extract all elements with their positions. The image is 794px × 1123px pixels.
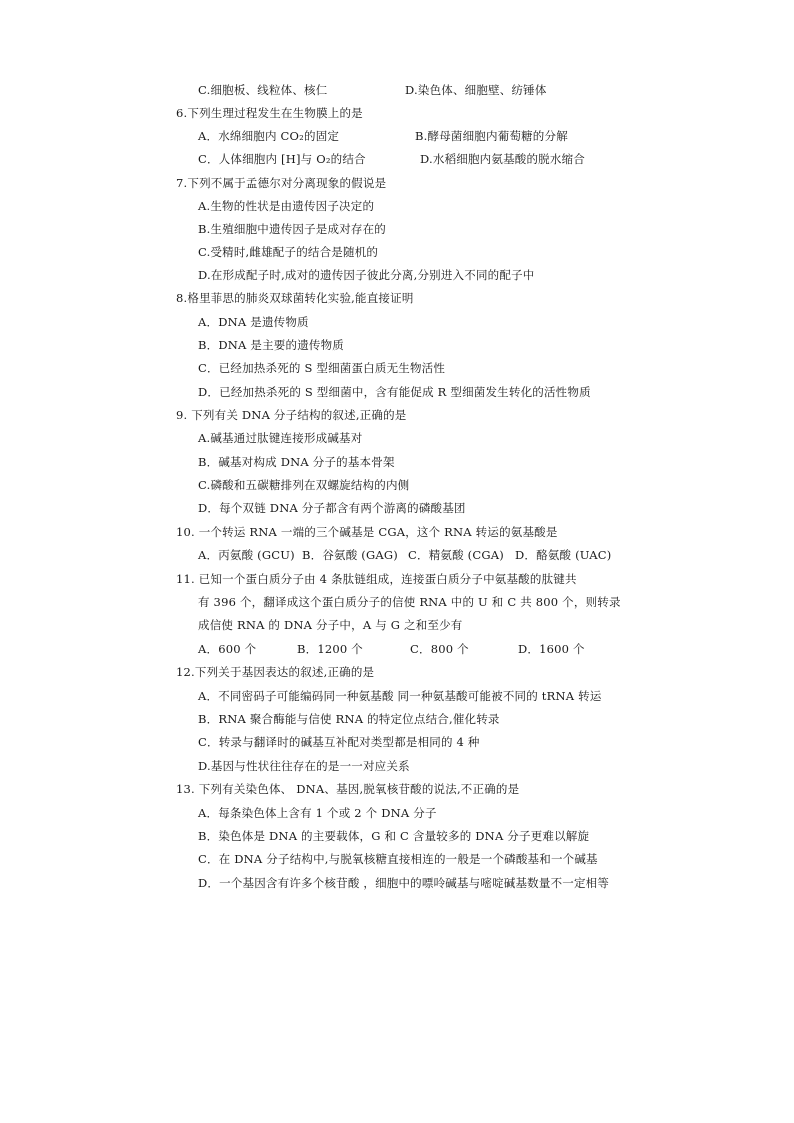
q11-option-b: B．1200 个: [297, 642, 363, 656]
q11-option-c: C．800 个: [410, 642, 469, 656]
q9-option-a: A.碱基通过肽键连接形成碱基对: [198, 431, 363, 445]
q10-option-d: D．酪氨酸 (UAC): [515, 548, 612, 562]
q13-option-c: C．在 DNA 分子结构中,与脱氧核糖直接相连的一般是一个磷酸基和一个碱基: [198, 852, 598, 866]
q5-option-c: C.细胞板、线粒体、核仁: [198, 83, 328, 97]
q13-stem: 13. 下列有关染色体、 DNA、基因,脱氧核苷酸的说法,不正确的是: [176, 782, 520, 796]
q12-option-c: C．转录与翻译时的碱基互补配对类型都是相同的 4 种: [198, 735, 480, 749]
q8-option-c: C．已经加热杀死的 S 型细菌蛋白质无生物活性: [198, 361, 446, 375]
q11-stem-line-3: 成信使 RNA 的 DNA 分子中，A 与 G 之和至少有: [198, 618, 463, 632]
q6-stem: 6.下列生理过程发生在生物膜上的是: [176, 106, 363, 120]
q6-option-d: D.水稻细胞内氨基酸的脱水缩合: [420, 152, 585, 166]
q8-option-b: B．DNA 是主要的遗传物质: [198, 338, 344, 352]
q8-option-a: A．DNA 是遗传物质: [198, 315, 309, 329]
q10-option-b: B．谷氨酸 (GAG): [302, 548, 398, 562]
q9-option-b: B．碱基对构成 DNA 分子的基本骨架: [198, 455, 395, 469]
q10-option-a: A．丙氨酸 (GCU): [198, 548, 295, 562]
q10-stem: 10. 一个转运 RNA 一端的三个碱基是 CGA，这个 RNA 转运的氨基酸是: [176, 525, 558, 539]
q7-option-d: D.在形成配子时,成对的遗传因子彼此分离,分别进入不同的配子中: [198, 268, 535, 282]
q6-option-b: B.酵母菌细胞内葡萄糖的分解: [415, 129, 568, 143]
q6-option-c: C．人体细胞内 [H]与 O₂的结合: [198, 152, 366, 166]
q11-stem-line-1: 11. 已知一个蛋白质分子由 4 条肽链组成，连接蛋白质分子中氨基酸的肽键共: [176, 572, 577, 586]
q12-option-a: A．不同密码子可能编码同一种氨基酸 同一种氨基酸可能被不同的 tRNA 转运: [198, 689, 602, 703]
q7-option-c: C.受精时,雌雄配子的结合是随机的: [198, 245, 379, 259]
q11-option-d: D．1600 个: [518, 642, 585, 656]
q11-option-a: A．600 个: [198, 642, 257, 656]
q12-option-b: B．RNA 聚合酶能与信使 RNA 的特定位点结合,催化转录: [198, 712, 500, 726]
q10-option-c: C．精氨酸 (CGA): [408, 548, 504, 562]
q13-option-d: D．一个基因含有许多个核苷酸 ，细胞中的嘌呤碱基与嘧啶碱基数量不一定相等: [198, 876, 610, 890]
q5-option-d: D.染色体、细胞壁、纺锤体: [405, 83, 547, 97]
q7-option-b: B.生殖细胞中遗传因子是成对存在的: [198, 222, 387, 236]
q12-option-d: D.基因与性状往往存在的是一一对应关系: [198, 759, 410, 773]
q13-option-a: A．每条染色体上含有 1 个或 2 个 DNA 分子: [198, 806, 437, 820]
q9-option-d: D．每个双链 DNA 分子都含有两个游离的磷酸基团: [198, 501, 466, 515]
q13-option-b: B．染色体是 DNA 的主要载体，G 和 C 含量较多的 DNA 分子更难以解旋: [198, 829, 590, 843]
q7-stem: 7.下列不属于孟德尔对分离现象的假说是: [176, 176, 387, 190]
q11-stem-line-2: 有 396 个，翻译成这个蛋白质分子的信使 RNA 中的 U 和 C 共 800 个，则转录: [198, 595, 621, 609]
q7-option-a: A.生物的性状是由遗传因子决定的: [198, 199, 375, 213]
q9-stem: 9. 下列有关 DNA 分子结构的叙述,正确的是: [176, 408, 407, 422]
q9-option-c: C.磷酸和五碳糖排列在双螺旋结构的内侧: [198, 478, 410, 492]
q12-stem: 12.下列关于基因表达的叙述,正确的是: [176, 665, 375, 679]
q8-stem: 8.格里菲思的肺炎双球菌转化实验,能直接证明: [176, 291, 414, 305]
q6-option-a: A．水绵细胞内 CO₂的固定: [198, 129, 340, 143]
q8-option-d: D．已经加热杀死的 S 型细菌中，含有能促成 R 型细菌发生转化的活性物质: [198, 385, 591, 399]
